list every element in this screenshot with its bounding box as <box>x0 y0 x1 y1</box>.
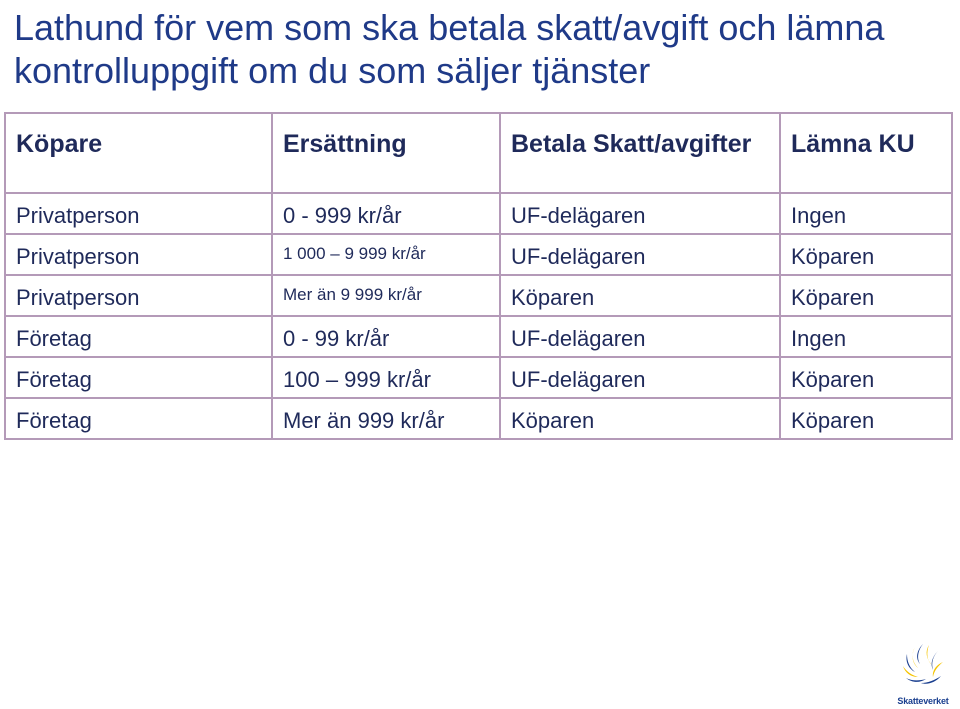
page-title: Lathund för vem som ska betala skatt/avgift och lämna kontrolluppgift om du som säljer tjänster <box>14 7 885 91</box>
cell-betala: UF-delägaren <box>500 357 780 398</box>
table-row <box>5 316 952 357</box>
logo-wordmark: Skatteverket <box>897 696 949 706</box>
cell-ersattning: 100 – 999 kr/år <box>272 357 500 398</box>
table-row <box>5 398 952 439</box>
header-lamna-ku: Lämna KU <box>780 113 952 193</box>
table-header-row <box>5 113 952 193</box>
cell-kopare: Företag <box>5 357 272 398</box>
table-row <box>5 193 952 234</box>
cell-lamna-ku: Köparen <box>780 275 952 316</box>
table-row <box>5 357 952 398</box>
cell-betala: Köparen <box>500 398 780 439</box>
cell-ersattning: 1 000 – 9 999 kr/år <box>272 234 500 275</box>
cell-kopare: Privatperson <box>5 193 272 234</box>
cell-ersattning: Mer än 999 kr/år <box>272 398 500 439</box>
cell-betala: UF-delägaren <box>500 234 780 275</box>
payment-rules-table <box>4 112 953 440</box>
cell-lamna-ku: Köparen <box>780 357 952 398</box>
cell-ersattning: 0 - 99 kr/år <box>272 316 500 357</box>
cell-lamna-ku: Ingen <box>780 193 952 234</box>
header-kopare: Köpare <box>5 113 272 193</box>
cell-lamna-ku: Ingen <box>780 316 952 357</box>
cell-lamna-ku: Köparen <box>780 398 952 439</box>
header-ersattning: Ersättning <box>272 113 500 193</box>
skatteverket-emblem-icon <box>890 640 956 694</box>
cell-kopare: Företag <box>5 316 272 357</box>
header-betala: Betala Skatt/avgifter <box>500 113 780 193</box>
cell-kopare: Privatperson <box>5 234 272 275</box>
cell-kopare: Privatperson <box>5 275 272 316</box>
cell-betala: Köparen <box>500 275 780 316</box>
cell-betala: UF-delägaren <box>500 193 780 234</box>
table-row <box>5 275 952 316</box>
cell-lamna-ku: Köparen <box>780 234 952 275</box>
cell-ersattning: 0 - 999 kr/år <box>272 193 500 234</box>
cell-kopare: Företag <box>5 398 272 439</box>
table-row <box>5 234 952 275</box>
cell-betala: UF-delägaren <box>500 316 780 357</box>
cell-ersattning: Mer än 9 999 kr/år <box>272 275 500 316</box>
skatteverket-logo <box>890 640 956 706</box>
